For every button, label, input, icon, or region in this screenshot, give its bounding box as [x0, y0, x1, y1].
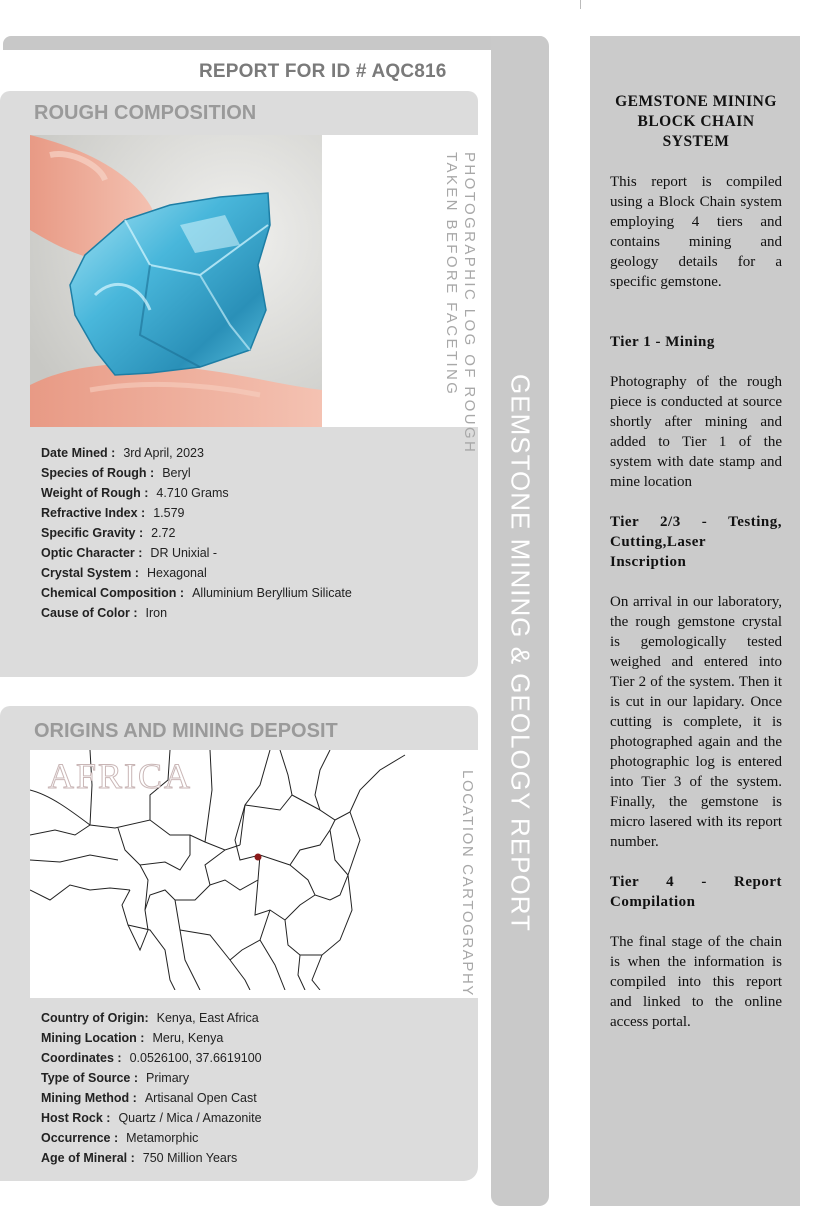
- detail-label: Occurrence :: [41, 1131, 119, 1145]
- detail-row: [41, 1068, 262, 1088]
- report-id-heading: REPORT FOR ID # AQC816: [199, 61, 447, 82]
- detail-value: Metamorphic: [126, 1131, 199, 1145]
- detail-row: [41, 563, 352, 583]
- detail-value: Primary: [146, 1071, 190, 1085]
- detail-label: Coordinates :: [41, 1051, 122, 1065]
- detail-row: [41, 523, 352, 543]
- blockchain-info-sidebar: [590, 36, 800, 1206]
- mine-location-marker: [255, 854, 262, 861]
- detail-row: [41, 583, 352, 603]
- origins-title: ORIGINS AND MINING DEPOSIT: [34, 720, 338, 742]
- detail-row: [41, 1088, 262, 1108]
- detail-label: Refractive Index :: [41, 506, 146, 520]
- africa-map: [30, 750, 425, 990]
- detail-value: 2.72: [151, 526, 176, 540]
- detail-value: Hexagonal: [146, 566, 207, 580]
- tier1-title: Tier 1 - Mining: [610, 334, 715, 350]
- rough-composition-title: ROUGH COMPOSITION: [34, 102, 257, 124]
- detail-label: Cause of Color :: [41, 606, 138, 620]
- detail-row: [41, 463, 352, 483]
- detail-label: Weight of Rough :: [41, 486, 149, 500]
- detail-value: 3rd April, 2023: [123, 446, 204, 460]
- detail-row: [41, 1148, 262, 1168]
- header-bar: [3, 36, 548, 50]
- tier4-text: The final stage of the chain is when the information is compiled into this report and linked to the online access portal.: [610, 934, 782, 1030]
- detail-value: 4.710 Grams: [156, 486, 229, 500]
- detail-row: [41, 503, 352, 523]
- map-region-label: AFRICA: [48, 756, 193, 796]
- detail-row: [41, 483, 352, 503]
- detail-label: Age of Mineral :: [41, 1151, 135, 1165]
- detail-row: [41, 1128, 262, 1148]
- detail-value: Kenya, East Africa: [156, 1011, 259, 1025]
- detail-value: Iron: [145, 606, 168, 620]
- vertical-title-text: GEMSTONE MINING & GEOLOGY REPORT: [505, 374, 536, 932]
- info-title: GEMSTONE MINING BLOCK CHAIN SYSTEM: [615, 93, 777, 150]
- detail-row: [41, 1108, 262, 1128]
- detail-label: Mining Location :: [41, 1031, 145, 1045]
- tier1-text: Photography of the rough piece is conducted at source shortly after mining and added to Tier 1 of the system with date stamp and mine location: [610, 374, 782, 490]
- tier23-text: On arrival in our laboratory, the rough gemstone crystal is gemologically tested weighed and entered into Tier 2 of the system. Then it is cut in our lapidary. Once cutting is complete, it is photographed again and the photographic log is entered into Tier 3 of the system. Finally, the gemstone is micro lasered with its report number.: [610, 594, 782, 850]
- detail-row: [41, 543, 352, 563]
- detail-label: Optic Character :: [41, 546, 143, 560]
- detail-row: [41, 1008, 262, 1028]
- detail-label: Chemical Composition :: [41, 586, 185, 600]
- rough-photo-caption-line1: PHOTOGRAPHIC LOG OF ROUGH: [461, 152, 478, 455]
- detail-value: Beryl: [162, 466, 191, 480]
- vertical-title: [491, 36, 549, 1206]
- detail-label: Specific Gravity :: [41, 526, 144, 540]
- info-content: [610, 92, 782, 1052]
- detail-value: Artisanal Open Cast: [144, 1091, 257, 1105]
- rough-gemstone-photo: [30, 135, 322, 427]
- detail-label: Country of Origin:: [41, 1011, 149, 1025]
- rough-photo-caption-line2: TAKEN BEFORE FACETING: [443, 152, 460, 397]
- detail-value: Alluminium Beryllium Silicate: [192, 586, 352, 600]
- detail-label: Type of Source :: [41, 1071, 139, 1085]
- detail-row: [41, 603, 352, 623]
- tier4-title: Tier 4 - Report Compilation: [610, 874, 782, 910]
- detail-label: Host Rock :: [41, 1111, 111, 1125]
- spacer: [610, 312, 782, 332]
- detail-value: 1.579: [153, 506, 185, 520]
- detail-value: 750 Million Years: [142, 1151, 238, 1165]
- detail-label: Crystal System :: [41, 566, 139, 580]
- detail-label: Date Mined :: [41, 446, 116, 460]
- detail-value: 0.0526100, 37.6619100: [129, 1051, 262, 1065]
- rough-photo-caption: [442, 152, 478, 454]
- detail-row: [41, 1048, 262, 1068]
- top-divider-tick: [580, 0, 581, 9]
- map-caption: LOCATION CARTOGRAPHY: [459, 770, 476, 998]
- detail-value: DR Unixial -: [150, 546, 218, 560]
- detail-label: Species of Rough :: [41, 466, 155, 480]
- rough-details-list: [41, 443, 352, 623]
- origin-details-list: [41, 1008, 262, 1168]
- detail-row: [41, 1028, 262, 1048]
- info-intro: This report is compiled using a Block Chain system employing 4 tiers and contains mining and geology details for a specific gemstone.: [610, 174, 782, 290]
- detail-value: Meru, Kenya: [152, 1031, 224, 1045]
- detail-value: Quartz / Mica / Amazonite: [118, 1111, 262, 1125]
- detail-row: [41, 443, 352, 463]
- detail-label: Mining Method :: [41, 1091, 137, 1105]
- tier23-title: Tier 2/3 - Testing, Cutting,Laser Inscription: [610, 514, 782, 570]
